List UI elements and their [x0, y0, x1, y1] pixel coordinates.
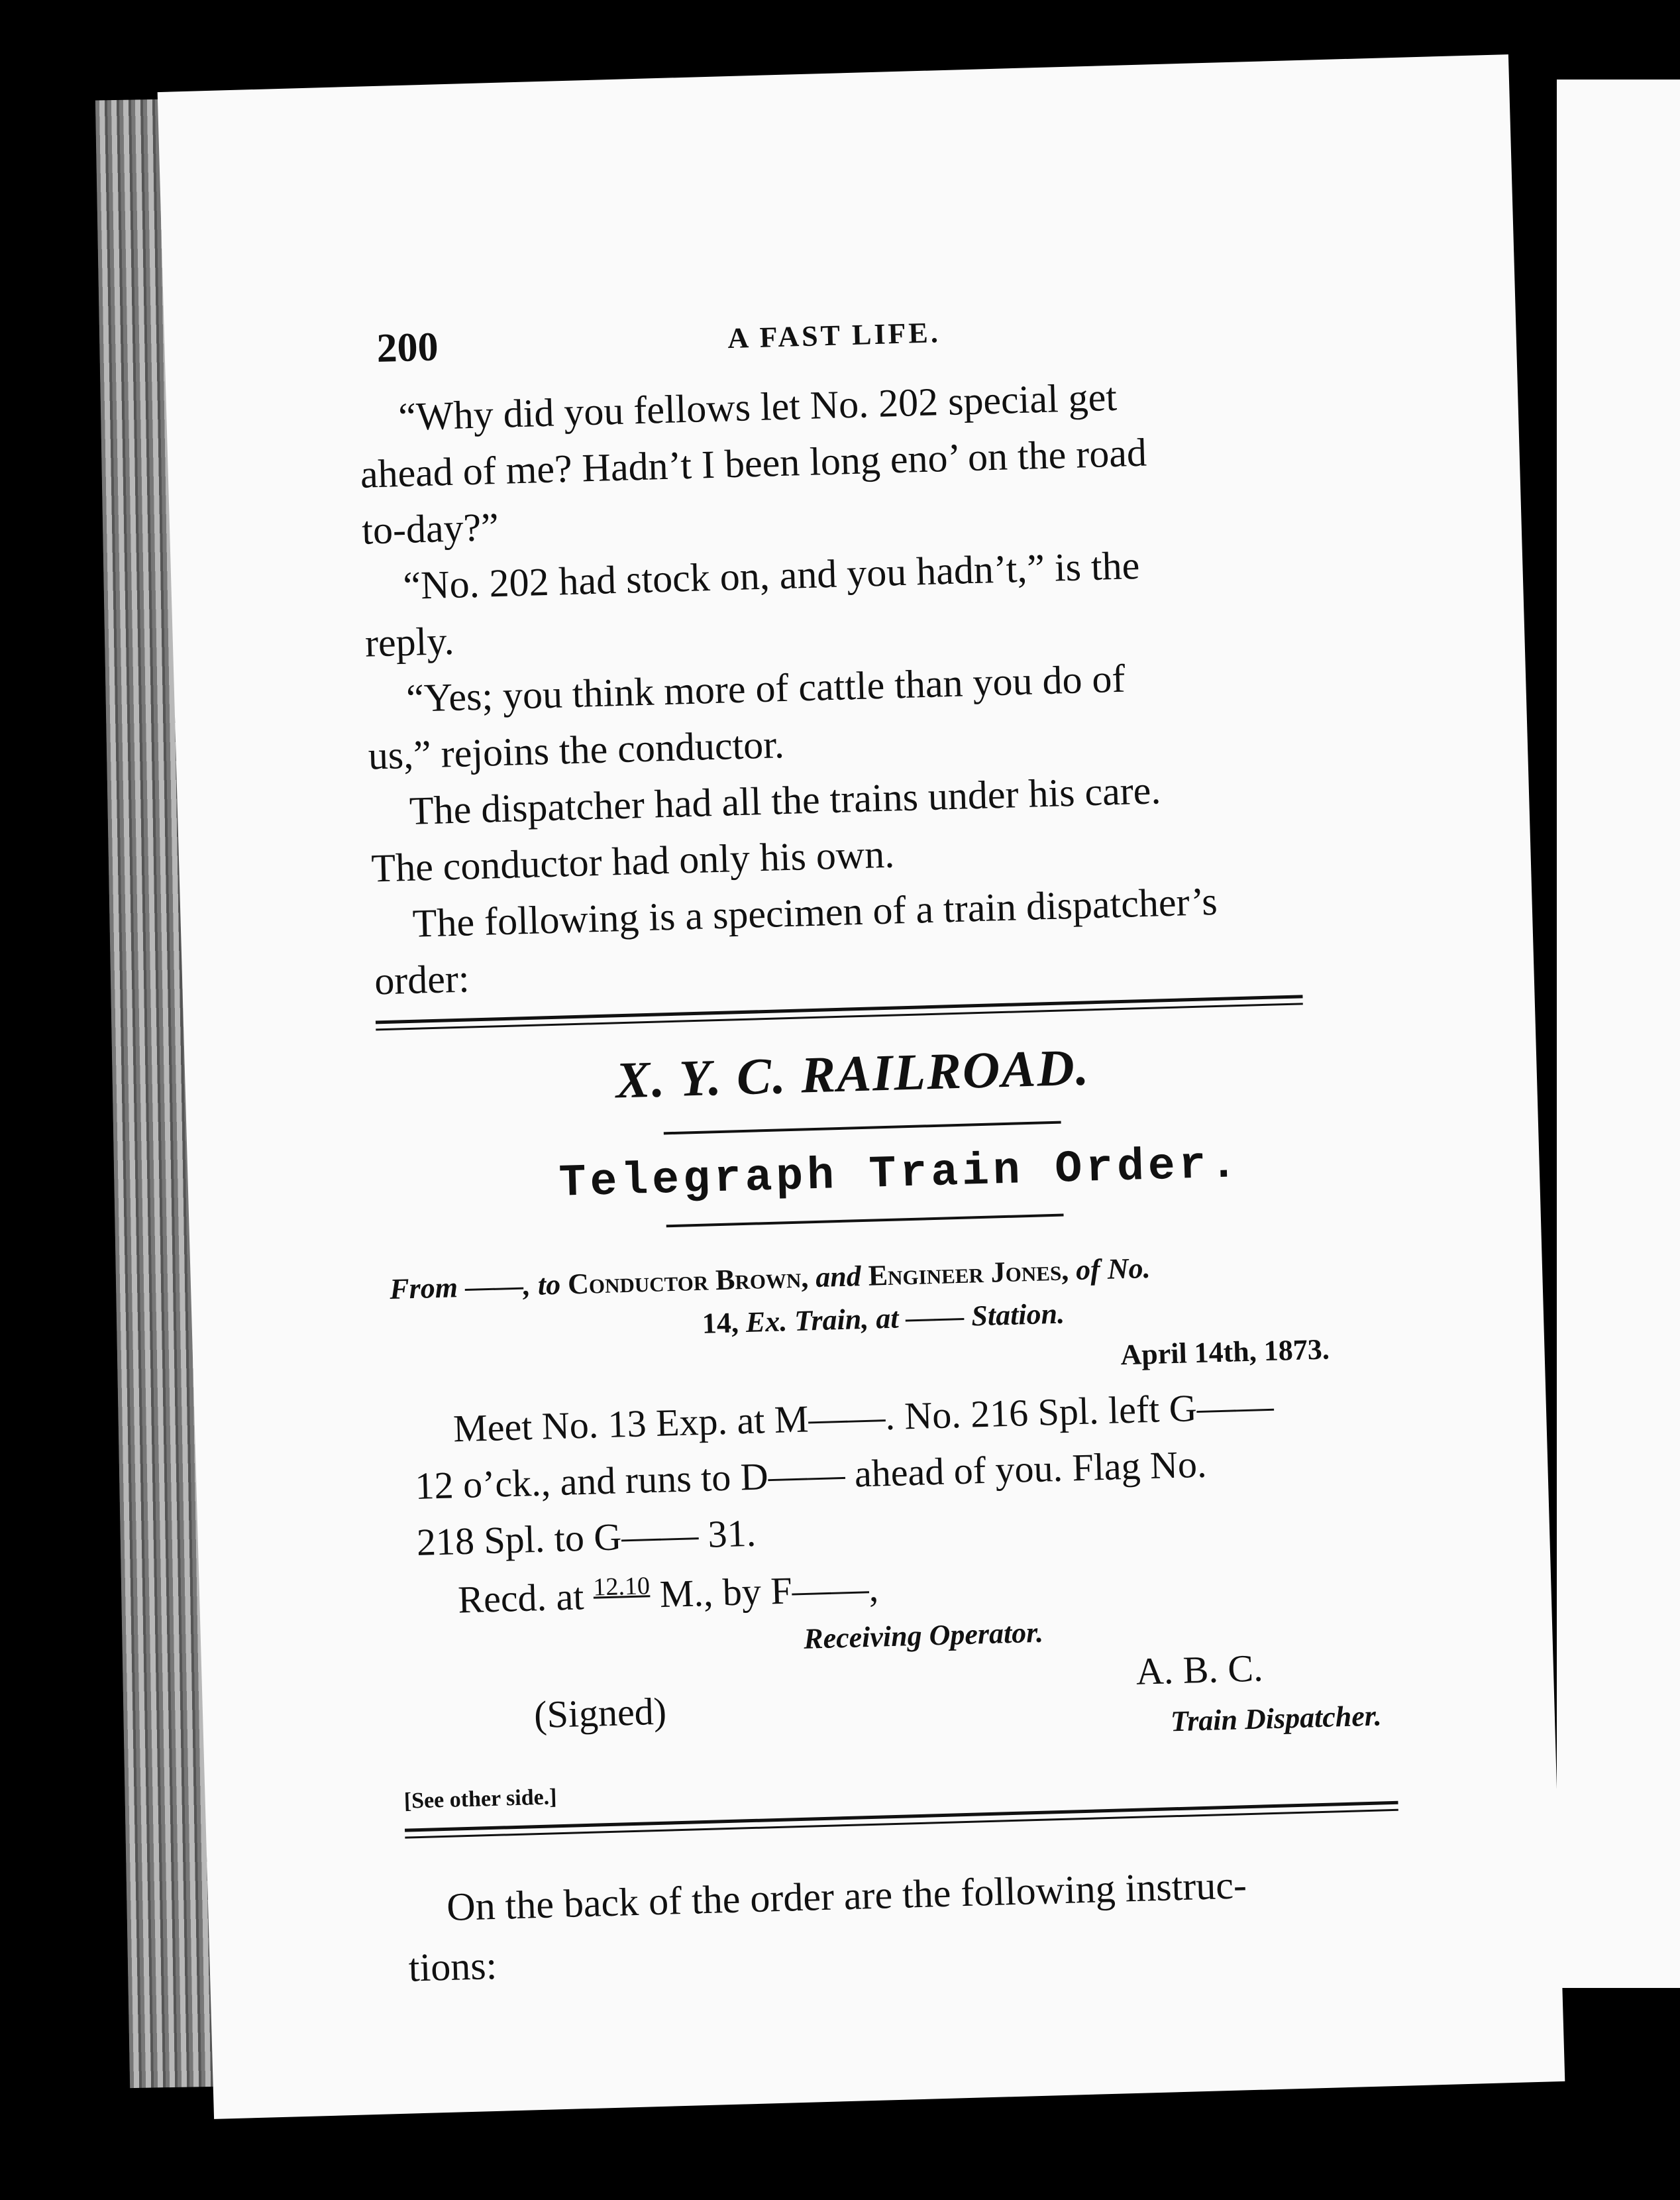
abc-signature: A. B. C.	[1135, 1646, 1264, 1693]
receiving-operator: Receiving Operator.	[803, 1616, 1044, 1655]
text-line: The following is a specimen of a train dispatcher’s	[411, 879, 1218, 946]
recd-label: Recd. at	[457, 1574, 585, 1622]
running-title: A FAST LIFE.	[727, 316, 941, 355]
train-type: Ex. Train, at	[745, 1301, 900, 1339]
text-line: “No. 202 had stock on, and you hadn’t,” is the	[402, 543, 1141, 608]
see-other-side: [See other side.]	[403, 1785, 557, 1814]
engineer-name: Engineer Jones,	[868, 1254, 1069, 1292]
order-body-line: Meet No. 13 Exp. at M——. No. 216 Spl. left G——	[452, 1384, 1275, 1451]
text-line: On the back of the order are the following instruc-	[446, 1863, 1247, 1929]
text-line: ahead of me? Hadn’t I been long eno’ on the road	[359, 430, 1147, 496]
train-dispatcher-title: Train Dispatcher.	[1170, 1699, 1383, 1738]
and-word: and	[815, 1260, 862, 1294]
text-line: order:	[374, 956, 470, 1003]
text-line: “Yes; you think more of cattle than you do of	[405, 656, 1126, 720]
order-train-line	[702, 1297, 1065, 1341]
order-body-line: 218 Spl. to G—— 31.	[416, 1511, 757, 1564]
short-rule	[666, 1214, 1064, 1228]
text-line: tions:	[407, 1943, 498, 1990]
text-line: The conductor had only his own.	[370, 832, 895, 891]
received-line	[457, 1567, 878, 1620]
recd-time: 12.10	[592, 1572, 651, 1602]
of-no: of No.	[1075, 1251, 1151, 1287]
order-body-line: 12 o’ck., and runs to D—— ahead of you. Flag No.	[414, 1442, 1208, 1508]
book-page	[158, 54, 1565, 2119]
station: —— Station.	[905, 1297, 1065, 1335]
recd-rest: M., by F——,	[658, 1566, 879, 1616]
to-word: , to	[523, 1268, 561, 1302]
text-line: us,” rejoins the conductor.	[367, 722, 785, 778]
double-rule	[405, 1809, 1398, 1839]
order-title: Telegraph Train Order.	[558, 1139, 1242, 1209]
order-date: April 14th, 1873.	[1120, 1333, 1330, 1372]
facing-page-edge	[1557, 80, 1680, 1988]
conductor-name: Conductor Brown,	[567, 1261, 809, 1301]
blank-dash: ——	[464, 1269, 524, 1303]
text-line: “Why did you fellows let No. 202 special get	[397, 374, 1118, 439]
text-line: The dispatcher had all the trains under his care.	[409, 768, 1162, 833]
double-rule	[376, 995, 1303, 1024]
signed-label: (Signed)	[533, 1689, 667, 1737]
text-line: to-day?”	[361, 504, 499, 553]
short-rule	[664, 1121, 1061, 1135]
page-number: 200	[376, 324, 439, 371]
railroad-heading: X. Y. C. RAILROAD.	[615, 1038, 1091, 1109]
from-label: From	[389, 1271, 458, 1305]
text-line: reply.	[364, 618, 455, 665]
train-number: 14,	[702, 1306, 739, 1340]
